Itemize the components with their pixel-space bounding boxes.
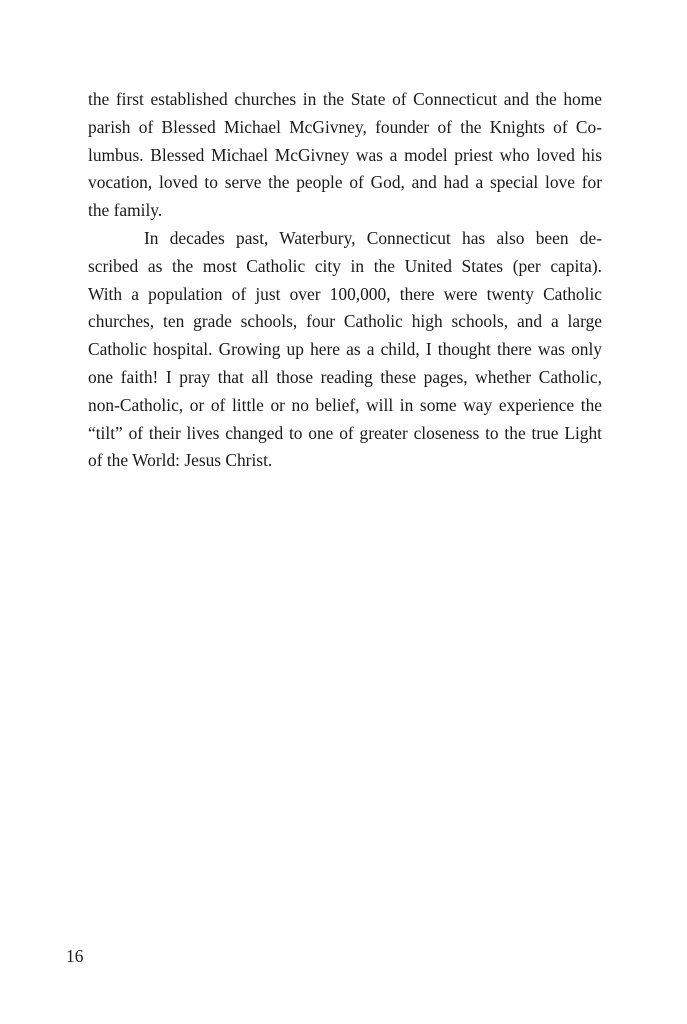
- paragraph: [88, 225, 602, 475]
- text-line: vocation, loved to serve the people of God, and had a special love for: [88, 172, 602, 193]
- text-line: the family.: [88, 200, 163, 221]
- text-line: “tilt” of their lives changed to one of greater closeness to the true Light: [88, 422, 602, 443]
- text-line: scribed as the most Catholic city in the United States (per capita).: [88, 255, 602, 276]
- text-line: parish of Blessed Michael McGivney, founder of the Knights of Co-: [88, 116, 602, 137]
- text-line: In decades past, Waterbury, Connecticut has also been de-: [144, 227, 602, 248]
- page-number: 16: [66, 946, 84, 966]
- text-line: one faith! I pray that all those reading these pages, whether Catholic,: [88, 366, 602, 387]
- text-line: lumbus. Blessed Michael McGivney was a model priest who loved his: [88, 144, 602, 165]
- text-line: Catholic hospital. Growing up here as a child, I thought there was only: [88, 339, 602, 360]
- paragraph: [88, 86, 602, 225]
- text-line: of the World: Jesus Christ.: [88, 450, 273, 471]
- body-text: [88, 86, 602, 475]
- text-line: the first established churches in the State of Connecticut and the home: [88, 89, 602, 109]
- text-line: churches, ten grade schools, four Catholic high schools, and a large: [88, 311, 602, 332]
- text-line: non-Catholic, or of little or no belief, will in some way experience the: [88, 394, 602, 415]
- text-line: With a population of just over 100,000, there were twenty Catholic: [88, 283, 602, 304]
